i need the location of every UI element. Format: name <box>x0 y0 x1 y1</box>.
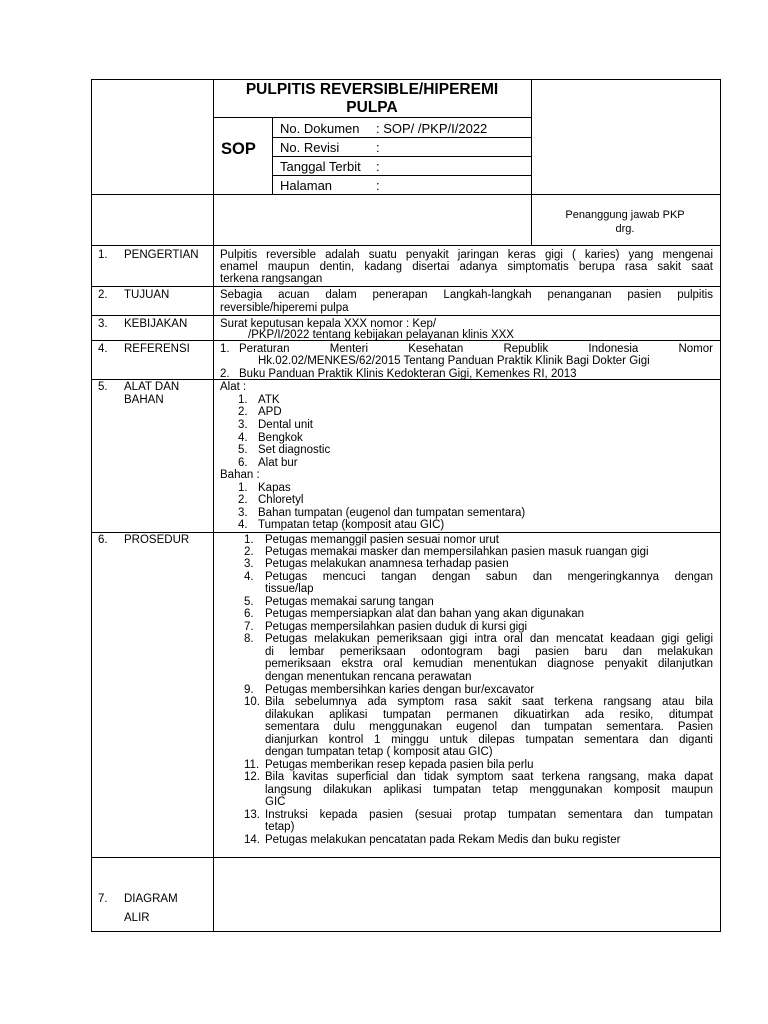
row-label-alat-dan: ALAT DAN <box>124 381 180 393</box>
step-number: 10. <box>244 696 260 708</box>
step-number: 9. <box>244 684 254 696</box>
list-number: 3. <box>238 507 248 519</box>
step-text: tissue/lap <box>265 583 314 595</box>
step-text: Petugas melakukan pencatatan pada Rekam Medis dan buku register <box>265 834 621 846</box>
row-number: 5. <box>98 381 108 393</box>
list-number: 1. <box>220 343 230 355</box>
meta-label: Halaman <box>280 178 333 193</box>
step-text: Instruksi kepada pasien (sesuai protap tumpatan sementara dan tumpatan <box>265 809 713 821</box>
meta-label: No. Revisi <box>280 140 340 155</box>
pengertian-line: terkena rangsangan <box>220 273 323 285</box>
row-number: 2. <box>98 289 108 301</box>
list-number: 4. <box>238 432 248 444</box>
alat-item: Bengkok <box>258 432 303 444</box>
list-number: 5. <box>238 444 248 456</box>
step-text: Petugas melakukan anamnesa terhadap pasien <box>265 558 509 570</box>
meta-halaman <box>280 178 380 193</box>
step-number: 7. <box>244 621 254 633</box>
responsible-title: Penanggung jawab PKP <box>565 209 685 221</box>
list-number: 3. <box>238 419 248 431</box>
step-text: pemeriksaan ekstra oral kemudian menentukan diagnose penyakit dilanjutkan <box>265 658 713 670</box>
meta-no-revisi <box>280 140 380 155</box>
step-text: Petugas memakai masker dan mempersilahkan pasien masuk ruangan gigi <box>265 546 649 558</box>
step-number: 3. <box>244 558 254 570</box>
alat-item: Set diagnostic <box>258 444 331 456</box>
row-label-prosedur: PROSEDUR <box>124 534 190 546</box>
referensi-item: Peraturan Menteri Kesehatan Republik Indonesia Nomor <box>239 343 713 355</box>
step-number: 11. <box>244 759 260 771</box>
document-title-line2: PULPA <box>346 99 398 116</box>
referensi-item: Hk.02.02/MENKES/62/2015 Tentang Panduan Praktik Klinik Bagi Dokter Gigi <box>258 355 650 367</box>
step-text: Bila kavitas superficial dan tidak symptom saat terkena rangsang, maka dapat <box>265 771 713 783</box>
step-text: sementara dulu menggunakan eugenol dan tumpatan sementara. Pasien <box>265 721 713 733</box>
step-text: Petugas melakukan pemeriksaan gigi intra oral dan mencatat keadaan gigi geligi <box>265 633 713 645</box>
row-number: 1. <box>98 249 108 261</box>
sop-label: SOP <box>221 140 256 158</box>
alat-item: Dental unit <box>258 419 313 431</box>
step-text: dilakukan aplikasi tumpatan permanen dikuatirkan ada resiko, ditumpat <box>265 709 713 721</box>
step-text: di lembar pemeriksaan odontogram bagi pasien baru dan melakukan <box>265 646 713 658</box>
list-number: 2. <box>220 368 230 380</box>
meta-value: : SOP/ /PKP/I/2022 <box>376 121 488 136</box>
step-number: 13. <box>244 809 260 821</box>
alat-heading: Alat : <box>220 381 247 393</box>
row-number: 4. <box>98 343 108 355</box>
bahan-item: Chloretyl <box>258 494 304 506</box>
list-number: 4. <box>238 519 248 531</box>
step-text: Petugas membersihkan karies dengan bur/excavator <box>265 684 535 696</box>
step-number: 4. <box>244 571 254 583</box>
step-text: tetap) <box>265 821 295 833</box>
meta-value: : <box>376 140 380 155</box>
bahan-item: Tumpatan tetap (komposit atau GIC) <box>258 519 445 531</box>
meta-value: : <box>376 178 380 193</box>
list-number: 2. <box>238 406 248 418</box>
step-number: 12. <box>244 771 260 783</box>
list-number: 6. <box>238 457 248 469</box>
step-number: 2. <box>244 546 254 558</box>
pengertian-line: enamel maupun dentin, kadang disertai adanya simptomatis berupa rasa sakit saat <box>220 261 713 273</box>
step-text: dengan menentukan rencana perawatan <box>265 671 472 683</box>
step-text: Petugas mencuci tangan dengan sabun dan mengeringkannya dengan <box>265 571 713 583</box>
alat-item: Alat bur <box>258 457 298 469</box>
alat-item: ATK <box>258 394 280 406</box>
step-number: 5. <box>244 596 254 608</box>
meta-value: : <box>376 159 380 174</box>
step-number: 1. <box>244 534 254 546</box>
bahan-item: Kapas <box>258 482 291 494</box>
row-label-bahan: BAHAN <box>124 394 164 406</box>
meta-no-dokumen <box>280 121 488 136</box>
row-label-kebijakan: KEBIJAKAN <box>124 318 188 330</box>
tujuan-line: Sebagia acuan dalam penerapan Langkah-langkah penanganan pasien pulpitis <box>220 289 713 301</box>
kebijakan-line: /PKP/I/2022 tentang kebijakan pelayanan klinis XXX <box>248 329 514 341</box>
bahan-item: Bahan tumpatan (eugenol dan tumpatan sementara) <box>258 507 526 519</box>
tujuan-line: reversible/hiperemi pulpa <box>220 302 349 314</box>
row-label-tujuan: TUJUAN <box>124 289 170 301</box>
row-number: 7. <box>98 893 108 905</box>
step-text: Petugas mempersiapkan alat dan bahan yang akan digunakan <box>265 608 585 620</box>
meta-tanggal-terbit <box>280 159 380 174</box>
row-number: 3. <box>98 318 108 330</box>
row-number: 6. <box>98 534 108 546</box>
list-number: 1. <box>238 394 248 406</box>
row-label-alir: ALIR <box>124 912 150 924</box>
meta-label: Tanggal Terbit <box>280 159 361 174</box>
kebijakan-line: Surat keputusan kepala XXX nomor : Kep/ <box>220 318 437 330</box>
row-label-diagram: DIAGRAM <box>124 893 178 905</box>
step-number: 14. <box>244 834 260 846</box>
step-text: Petugas memanggil pasien sesuai nomor urut <box>265 534 499 546</box>
list-number: 1. <box>238 482 248 494</box>
meta-label: No. Dokumen <box>280 121 360 136</box>
step-text: GIC <box>265 796 286 808</box>
list-number: 2. <box>238 494 248 506</box>
responsible-name: drg. <box>615 223 635 235</box>
step-text: dianjurkan kontrol 1 minggu untuk dilepas tumpatan sementara dan diganti <box>265 734 713 746</box>
row-label-pengertian: PENGERTIAN <box>124 249 199 261</box>
step-number: 8. <box>244 633 254 645</box>
document-title-line1: PULPITIS REVERSIBLE/HIPEREMI <box>245 81 499 98</box>
row-label-referensi: REFERENSI <box>124 343 190 355</box>
step-number: 6. <box>244 608 254 620</box>
alat-item: APD <box>258 406 282 418</box>
step-text: langsung dilakukan aplikasi tumpatan tetap menggunakan komposit maupun <box>265 784 713 796</box>
step-text: Petugas mempersilahkan pasien duduk di kursi gigi <box>265 621 528 633</box>
step-text: Petugas memakai sarung tangan <box>265 596 434 608</box>
step-text: Petugas memberikan resep kepada pasien bila perlu <box>265 759 534 771</box>
step-text: Bila sebelumnya ada symptom rasa sakit saat terkena rangsang atau bila <box>265 696 713 708</box>
bahan-heading: Bahan : <box>220 469 260 481</box>
step-text: dengan tumpatan tetap ( komposit atau GIC) <box>265 746 493 758</box>
referensi-item: Buku Panduan Praktik Klinis Kedokteran Gigi, Kemenkes RI, 2013 <box>239 368 577 380</box>
pengertian-line: Pulpitis reversible adalah suatu penyakit jaringan keras gigi ( karies) yang mengenai <box>220 249 713 261</box>
